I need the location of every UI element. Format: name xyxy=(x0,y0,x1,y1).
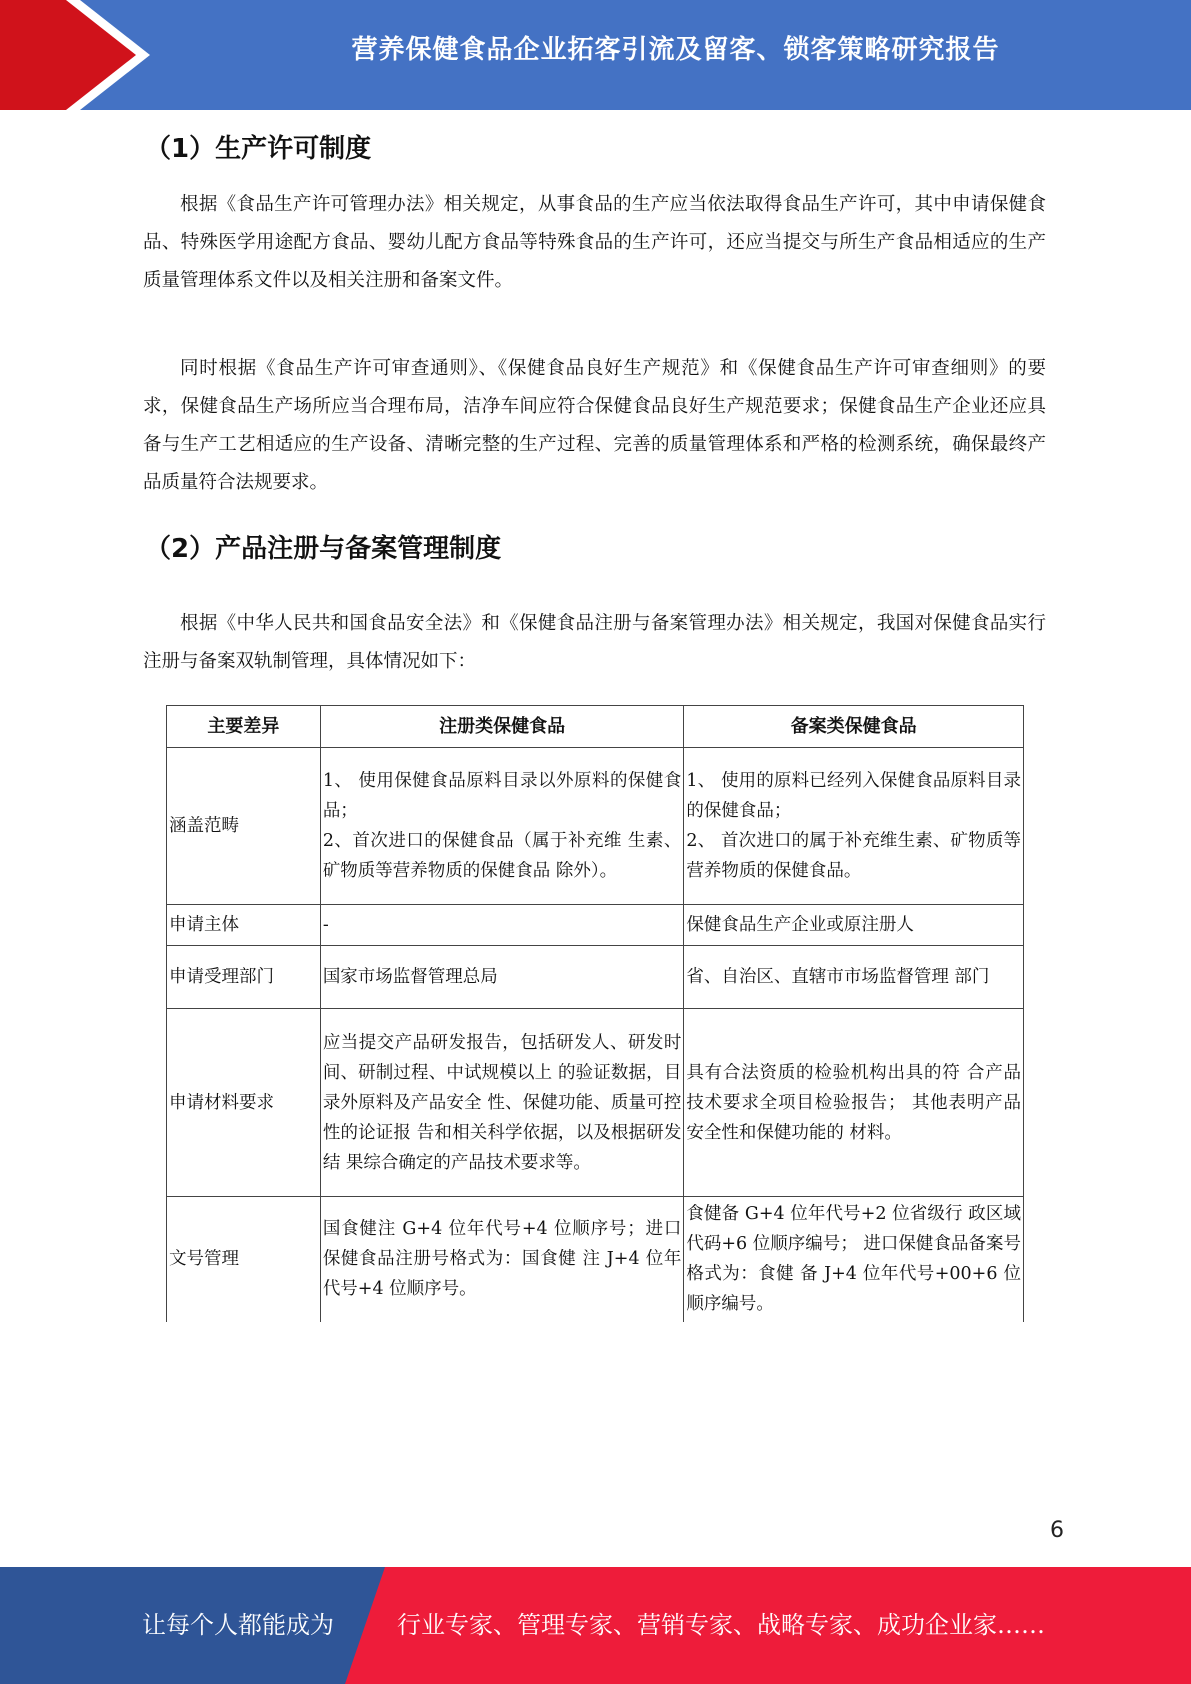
table-header-row xyxy=(167,706,1024,748)
table-cell: 具有合法资质的检验机构出具的符 合产品技术要求全项目检验报告； 其他表明产品安全性和保健功能的 材料。 xyxy=(684,1009,1024,1197)
page-footer xyxy=(0,1567,1191,1684)
row-label: 文号管理 xyxy=(167,1197,321,1322)
row-label: 涵盖范畴 xyxy=(167,748,321,905)
table-row xyxy=(167,748,1024,905)
page-header xyxy=(0,0,1191,110)
table-cell xyxy=(684,748,1024,905)
table-cell: 国家市场监督管理总局 xyxy=(320,946,684,1009)
footer-slogan-right: 行业专家、管理专家、营销专家、战略专家、成功企业家…… xyxy=(397,1611,1045,1639)
cell-line: 2、 首次进口的属于补充维生素、矿物质等营养物质的保健食品。 xyxy=(686,831,1021,881)
table-cell: 保健食品生产企业或原注册人 xyxy=(684,905,1024,946)
column-header: 主要差异 xyxy=(167,706,321,748)
comparison-table xyxy=(166,705,1024,1322)
column-header: 注册类保健食品 xyxy=(320,706,684,748)
cell-line: 1、 使用的原料已经列入保健食品原料目录的保健食品； xyxy=(686,771,1021,821)
row-label: 申请主体 xyxy=(167,905,321,946)
table-cell: 省、自治区、直辖市市场监督管理 部门 xyxy=(684,946,1024,1009)
report-title: 营养保健食品企业拓客引流及留客、锁客策略研究报告 xyxy=(351,35,1000,65)
column-header: 备案类保健食品 xyxy=(684,706,1024,748)
table-row xyxy=(167,1197,1024,1322)
table-cell: 国食健注 G+4 位年代号+4 位顺序号；进口保健食品注册号格式为：国食健 注 J+4 位年代号+4 位顺序号。 xyxy=(320,1197,684,1322)
cell-line: 2、首次进口的保健食品（属于补充维 生素、矿物质等营养物质的保健食品 除外）。 xyxy=(322,831,682,881)
paragraph-production-requirements: 同时根据《食品生产许可审查通则》、《保健食品良好生产规范》和《保健食品生产许可审查细则》的要求，保健食品生产场所应当合理布局，洁净车间应符合保健食品良好生产规范要求；保健食品生产企业还应具备与生产工艺相适应的生产设备、清晰完整的生产过程、完善的质量管理体系和严格的检测系统，确保最终产品质量符合法规要求。 xyxy=(143,358,1046,493)
table-row xyxy=(167,946,1024,1009)
table-cell: 食健备 G+4 位年代号+2 位省级行 政区域代码+6 位顺序编号； 进口保健食品备案号格式为：食健 备 J+4 位年代号+00+6 位顺序编号。 xyxy=(684,1197,1024,1322)
header-arrow-icon xyxy=(0,0,136,110)
page-number: 6 xyxy=(1050,1518,1064,1543)
section-heading-registration-filing: （2）产品注册与备案管理制度 xyxy=(145,534,502,564)
paragraph-registration-filing: 根据《中华人民共和国食品安全法》和《保健食品注册与备案管理办法》相关规定，我国对保健食品实行注册与备案双轨制管理，具体情况如下： xyxy=(143,613,1046,672)
table-cell xyxy=(320,748,684,905)
section-heading-production-license: （1）生产许可制度 xyxy=(145,134,372,164)
cell-line: 1、 使用保健食品原料目录以外原料的保健食品； xyxy=(322,771,682,821)
footer-slogan-left: 让每个人都能成为 xyxy=(142,1611,334,1639)
paragraph-production-license: 根据《食品生产许可管理办法》相关规定，从事食品的生产应当依法取得食品生产许可，其中申请保健食品、特殊医学用途配方食品、婴幼儿配方食品等特殊食品的生产许可，还应当提交与所生产食品相适应的生产质量管理体系文件以及相关注册和备案文件。 xyxy=(143,194,1046,291)
table-cell: 应当提交产品研发报告，包括研发人、研发时间、研制过程、中试规模以上 的验证数据，目录外原料及产品安全 性、保健功能、质量可控性的论证报 告和相关科学依据，以及根据研发结 果综合确定的产品技术要求等。 xyxy=(320,1009,684,1197)
row-label: 申请受理部门 xyxy=(167,946,321,1009)
table-row xyxy=(167,1009,1024,1197)
table-cell: - xyxy=(320,905,684,946)
row-label: 申请材料要求 xyxy=(167,1009,321,1197)
table-row xyxy=(167,905,1024,946)
